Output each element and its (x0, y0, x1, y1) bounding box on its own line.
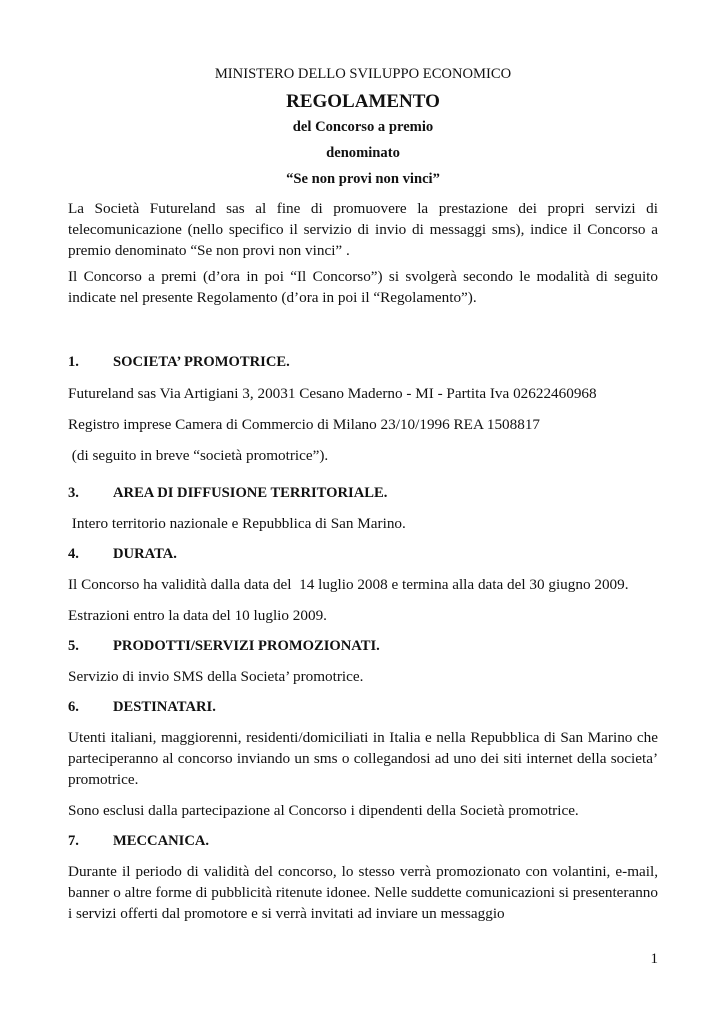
section-1-line-2: Registro imprese Camera di Commercio di Milano 23/10/1996 REA 1508817 (68, 416, 541, 433)
section-title: SOCIETA’ PROMOTRICE. (113, 354, 290, 370)
document-page (68, 66, 658, 924)
section-number: 1. (68, 354, 79, 370)
section-number: 5. (68, 638, 79, 654)
section-4-line-2: Estrazioni entro la data del 10 luglio 2009. (68, 607, 327, 624)
ministry-heading: MINISTERO DELLO SVILUPPO ECONOMICO (214, 66, 512, 82)
section-5-heading (68, 636, 658, 656)
section-4-line-1: Il Concorso ha validità dalla data del 14 luglio 2008 e termina alla data del 30 giugno 2009. (68, 576, 629, 593)
section-4-heading (68, 544, 658, 564)
section-title: DESTINATARI. (113, 699, 216, 715)
section-3-heading (68, 483, 658, 503)
section-3-line-1: Intero territorio nazionale e Repubblica di San Marino. (68, 515, 406, 532)
section-1-line-3: (di seguito in breve “società promotrice”). (68, 447, 329, 464)
section-5-line-1: Servizio di invio SMS della Societa’ promotrice. (68, 668, 364, 685)
section-title: PRODOTTI/SERVIZI PROMOZIONATI. (113, 638, 380, 654)
section-6-heading (68, 697, 658, 717)
intro-paragraph-2: Il Concorso a premi (d’ora in poi “Il Concorso”) si svolgerà secondo le modalità di seguito indicate nel presente Regolamento (d’ora in poi il “Regolamento”). (68, 268, 658, 306)
section-1-line-1: Futureland sas Via Artigiani 3, 20031 Cesano Maderno - MI - Partita Iva 02622460968 (68, 385, 597, 402)
subtitle-named: denominato (326, 145, 400, 161)
intro-paragraph-1: La Società Futureland sas al fine di promuovere la prestazione dei propri servizi di telecomunicazione (nello specifico il servizio di invio di messaggi sms), indice il Concorso a premio denominato “Se non provi non vinci” . (68, 200, 658, 259)
section-7-paragraph-1: Durante il periodo di validità del concorso, lo stesso verrà promozionato con volantini, e-mail, banner o altre forme di pubblicità ritenute idonee. Nelle suddette comunicazioni si presenteranno i servizi offerti dal promotore e si verrà invitati ad inviare un messaggio (68, 863, 658, 922)
page-number: 1 (650, 951, 658, 967)
section-number: 6. (68, 699, 79, 715)
section-6-paragraph-2: Sono esclusi dalla partecipazione al Concorso i dipendenti della Società promotrice. (68, 802, 579, 819)
section-number: 4. (68, 546, 79, 562)
section-number: 7. (68, 833, 79, 849)
subtitle-contest-name: “Se non provi non vinci” (286, 171, 440, 187)
subtitle-contest: del Concorso a premio (292, 119, 434, 135)
section-title: MECCANICA. (113, 833, 210, 849)
section-number: 3. (68, 485, 79, 501)
section-title: DURATA. (113, 546, 177, 562)
document-title: REGOLAMENTO (286, 91, 440, 112)
section-6-paragraph-1: Utenti italiani, maggiorenni, residenti/domiciliati in Italia e nella Repubblica di San Marino che parteciperanno al concorso inviando un sms o collegandosi ad uno dei siti internet della societa’ promotrice. (68, 729, 658, 788)
section-7-heading (68, 831, 658, 851)
section-title: AREA DI DIFFUSIONE TERRITORIALE. (113, 485, 388, 501)
section-1-heading (68, 352, 658, 372)
